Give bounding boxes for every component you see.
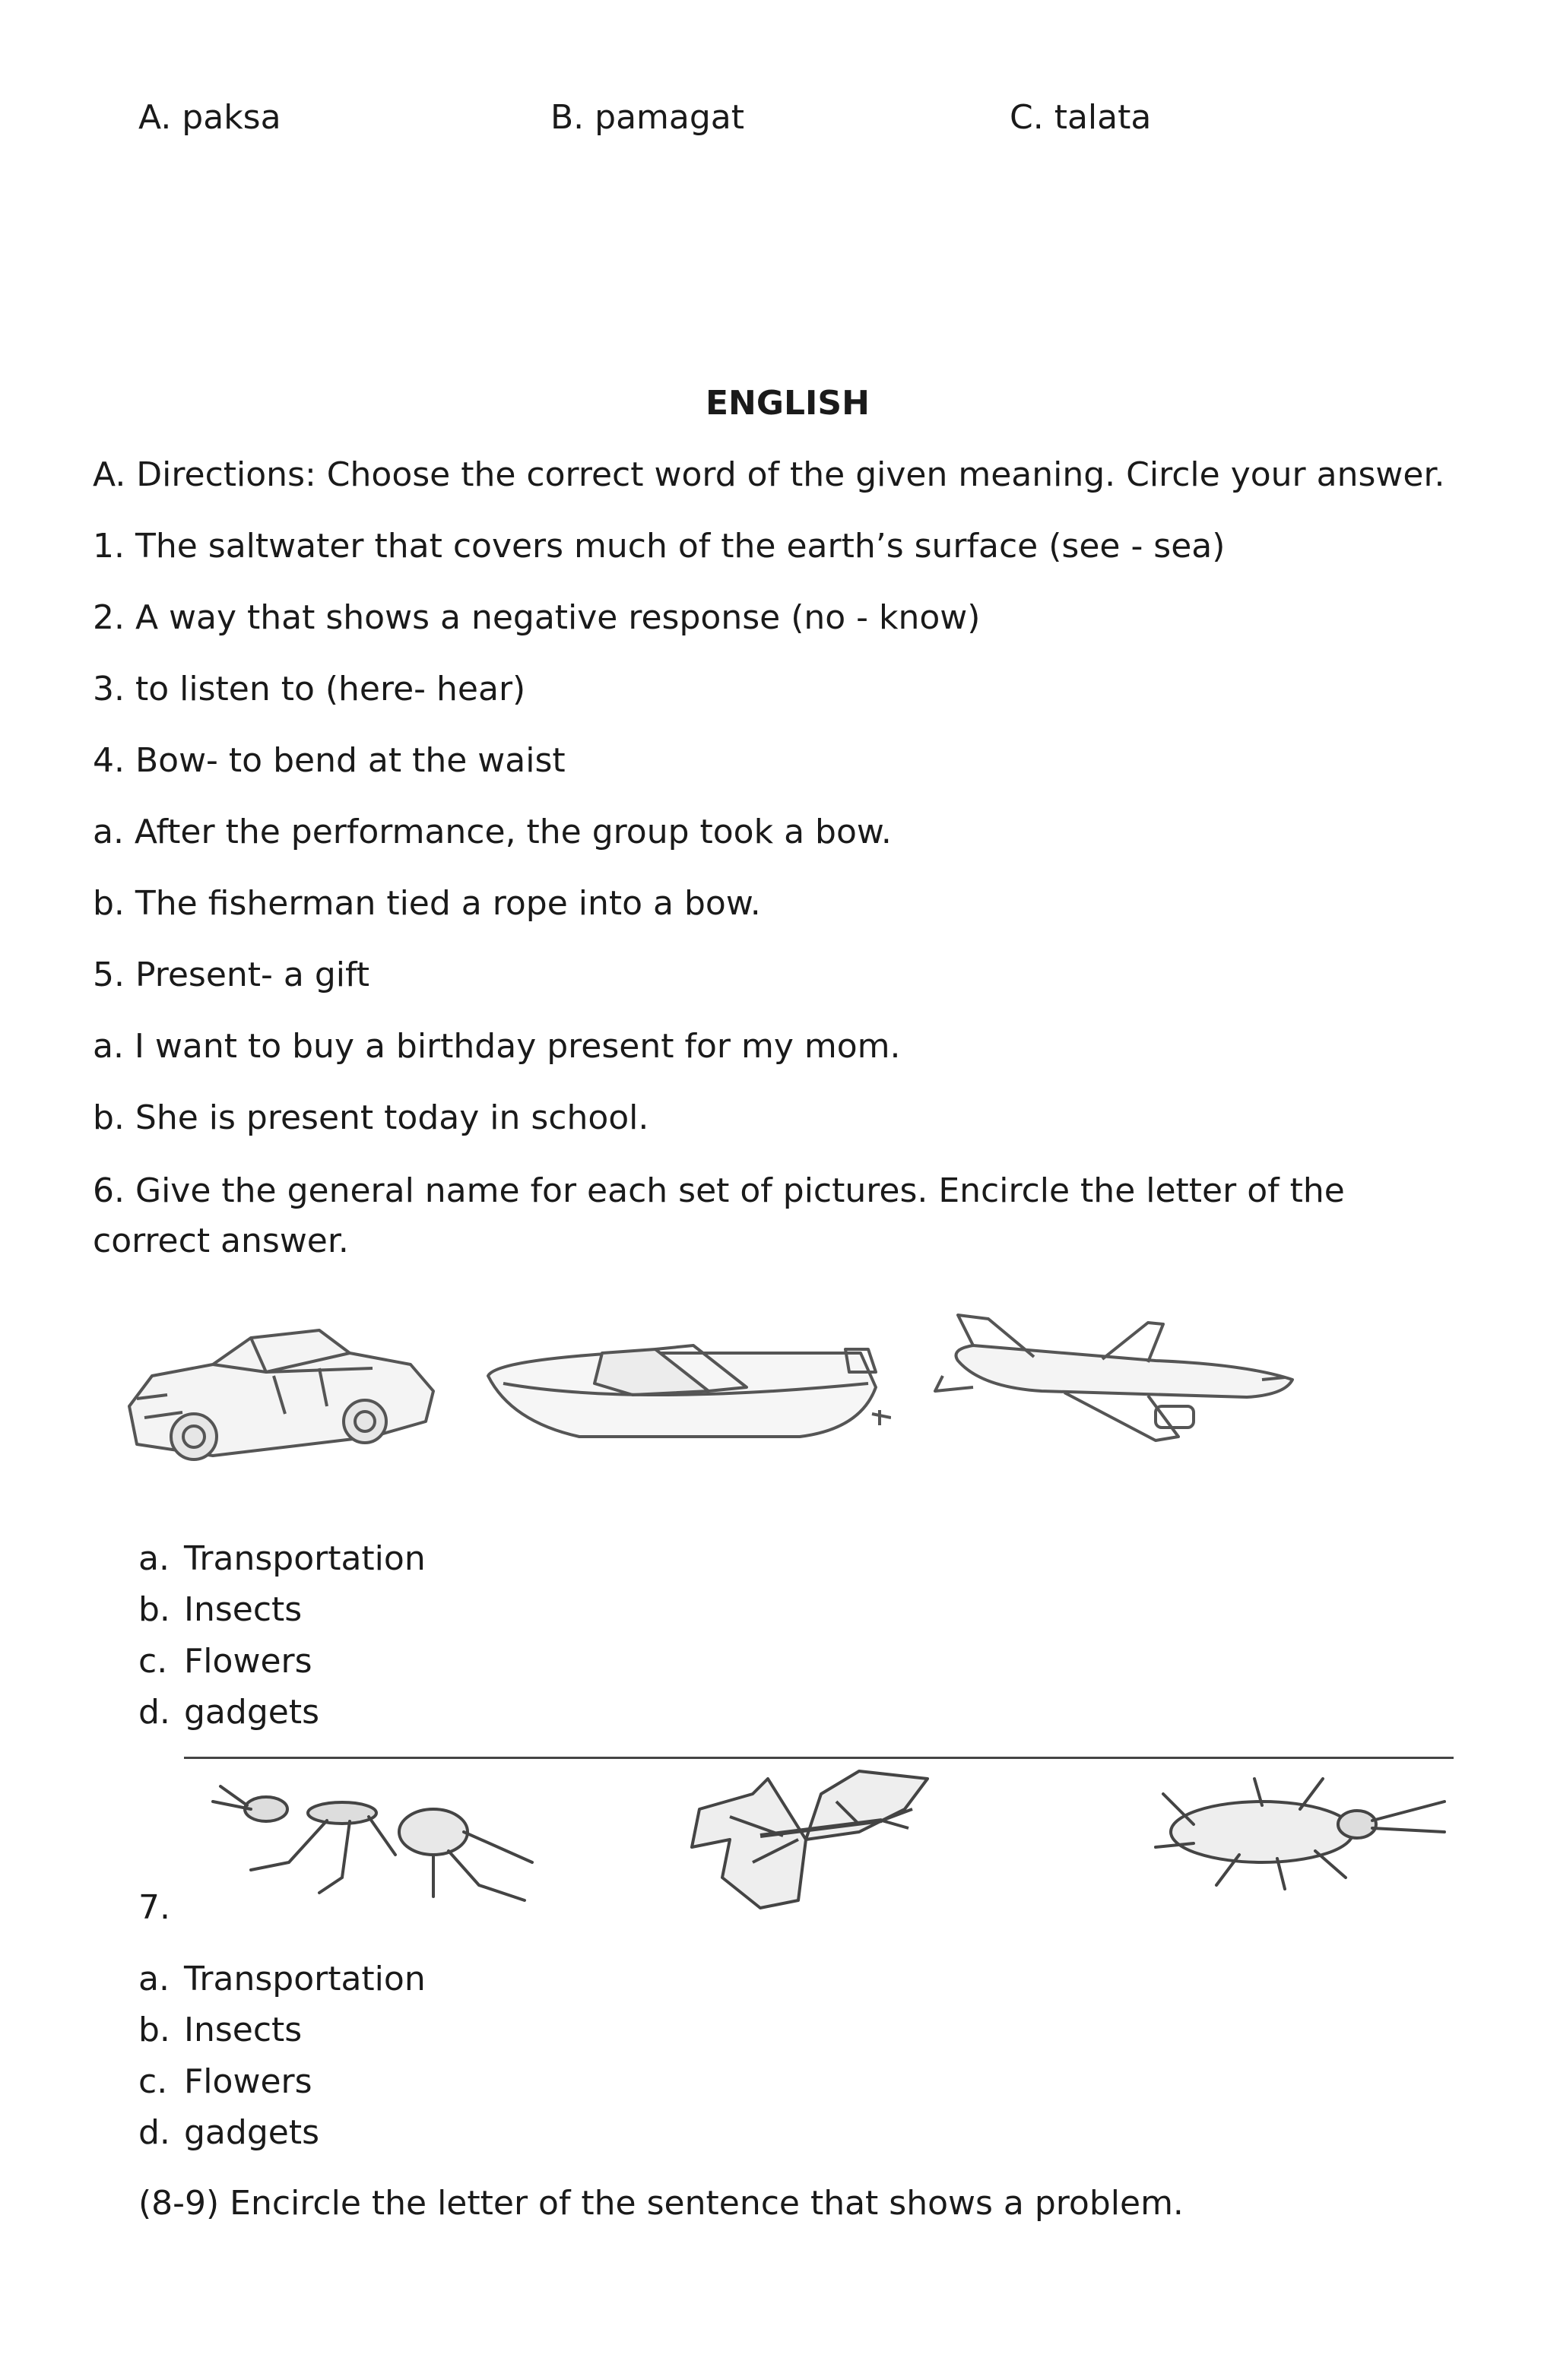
q7-option-a-letter: a.	[138, 1960, 170, 1998]
item-4: 4. Bow- to bend at the waist	[93, 741, 566, 780]
boat-icon	[480, 1330, 891, 1452]
q7-option-d: gadgets	[184, 2113, 319, 2152]
choice-a: A. paksa	[138, 98, 281, 137]
airplane-icon	[928, 1307, 1300, 1444]
q7-option-b: Insects	[184, 2011, 303, 2049]
q7-option-a: Transportation	[184, 1960, 426, 1998]
question-6: 6. Give the general name for each set of pictures. Encircle the letter of the correct answer.	[93, 1171, 1345, 1260]
section-title: ENGLISH	[706, 384, 870, 423]
item-5a: a. I want to buy a birthday present for my mom.	[93, 1027, 901, 1066]
q6-option-a: Transportation	[184, 1539, 426, 1578]
q7-option-c: Flowers	[184, 2062, 312, 2101]
item-3: 3. to listen to (here- hear)	[93, 670, 526, 708]
q6-option-c: Flowers	[184, 1642, 312, 1681]
q7-option-b-letter: b.	[138, 2011, 170, 2049]
car-icon	[122, 1323, 441, 1467]
q6-option-b-letter: b.	[138, 1590, 170, 1629]
item-5b: b. She is present today in school.	[93, 1098, 649, 1137]
question-7-number: 7.	[138, 1888, 170, 1927]
butterfly-icon	[684, 1764, 943, 1916]
q6-option-d: gadgets	[184, 1693, 319, 1732]
item-4a: a. After the performance, the group took a bow.	[93, 813, 892, 851]
question-8-9: (8-9) Encircle the letter of the sentence that shows a problem.	[138, 2184, 1184, 2223]
q7-option-d-letter: d.	[138, 2113, 170, 2152]
q7-option-c-letter: c.	[138, 2062, 168, 2101]
q6-option-b: Insects	[184, 1590, 303, 1629]
divider-line	[184, 1757, 1454, 1759]
q6-option-d-letter: d.	[138, 1693, 170, 1732]
directions: A. Directions: Choose the correct word of the given meaning. Circle your answer.	[93, 455, 1445, 494]
cockroach-icon	[1148, 1771, 1452, 1900]
item-5: 5. Present- a gift	[93, 955, 369, 994]
ant-icon	[205, 1771, 547, 1908]
q6-option-c-letter: c.	[138, 1642, 168, 1681]
item-2: 2. A way that shows a negative response (no - know)	[93, 598, 981, 637]
item-1: 1. The saltwater that covers much of the earth’s surface (see - sea)	[93, 527, 1226, 566]
item-4b: b. The fisherman tied a rope into a bow.	[93, 884, 761, 923]
q6-option-a-letter: a.	[138, 1539, 170, 1578]
choice-b: B. pamagat	[550, 98, 745, 137]
choice-c: C. talata	[1010, 98, 1152, 137]
